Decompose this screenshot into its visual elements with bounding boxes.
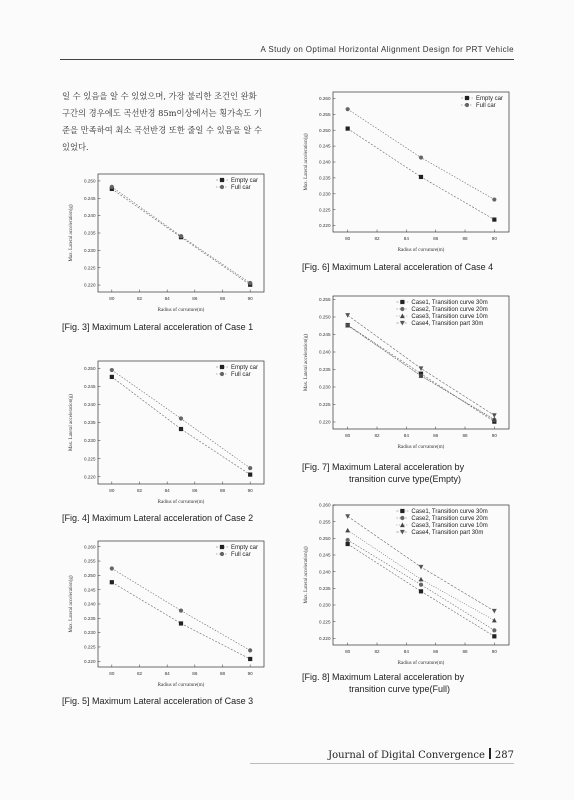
data-point <box>179 621 183 625</box>
data-point <box>346 538 350 542</box>
legend-entry: Case2, Transition curve 20m <box>411 307 488 313</box>
data-point <box>419 577 424 582</box>
y-tick-label: 0.250 <box>319 127 331 133</box>
legend-marker <box>220 545 224 549</box>
x-tick-label: 82 <box>374 649 380 654</box>
figure-7 <box>297 290 517 455</box>
y-tick-label: 0.240 <box>319 569 331 575</box>
legend-marker <box>220 365 224 369</box>
y-tick-label: 0.225 <box>84 265 96 271</box>
data-point <box>345 528 350 533</box>
y-tick-label: 0.235 <box>84 230 96 236</box>
plot-frame <box>98 541 264 667</box>
data-point <box>492 634 496 638</box>
y-axis-label: Max. Lateral acceleration(g) <box>304 133 309 191</box>
y-tick-label: 0.220 <box>84 474 96 480</box>
x-axis-label: Radius of curvature(m) <box>157 683 205 688</box>
x-tick-label: 84 <box>164 296 170 301</box>
series-line <box>348 315 495 415</box>
x-tick-label: 90 <box>491 649 497 654</box>
x-tick-label: 86 <box>433 649 439 654</box>
series-2 <box>110 368 253 470</box>
y-tick-label: 0.230 <box>319 384 331 390</box>
series-4 <box>345 313 496 418</box>
x-tick-label: 90 <box>247 671 253 676</box>
series-line <box>112 377 250 475</box>
data-point <box>419 565 424 570</box>
y-tick-label: 0.235 <box>319 585 331 591</box>
y-tick-label: 0.250 <box>84 365 96 371</box>
legend-entry: Full car <box>231 372 251 378</box>
y-tick-label: 0.240 <box>319 159 331 165</box>
plot-frame <box>98 174 264 292</box>
y-tick-label: 0.225 <box>319 619 331 625</box>
header-rule <box>60 59 514 60</box>
data-point <box>346 126 350 130</box>
figure-5 <box>62 535 272 693</box>
x-tick-label: 84 <box>403 649 409 654</box>
page-footer <box>328 748 514 761</box>
y-tick-label: 0.220 <box>319 223 331 229</box>
x-tick-label: 88 <box>462 236 468 241</box>
x-axis-label: Radius of curvature(m) <box>397 445 445 450</box>
figure-5-caption: [Fig. 5] Maximum Lateral acceleration of Case 3 <box>62 696 254 706</box>
x-tick-label: 88 <box>219 296 226 301</box>
y-tick-label: 0.245 <box>319 143 331 149</box>
y-tick-label: 0.250 <box>319 535 331 541</box>
series-1 <box>346 126 497 221</box>
running-header: A Study on Optimal Horizontal Alignment Design for PRT Vehicle <box>260 45 514 54</box>
data-point <box>248 466 252 470</box>
figure-6 <box>297 86 517 258</box>
x-tick-label: 80 <box>109 488 115 493</box>
y-tick-label: 0.235 <box>319 175 331 181</box>
x-tick-label: 84 <box>164 488 170 493</box>
y-tick-label: 0.230 <box>84 630 96 636</box>
data-point <box>492 609 497 614</box>
body-line: 준을 만족하여 최소 곡선반경 또한 줄일 수 있음을 알 수 <box>62 125 263 135</box>
data-point <box>345 514 350 519</box>
x-tick-label: 88 <box>219 671 226 676</box>
plot-frame <box>98 361 264 484</box>
y-tick-label: 0.230 <box>84 438 96 444</box>
series-1 <box>110 580 253 661</box>
data-point <box>492 197 496 201</box>
series-line <box>112 582 250 659</box>
legend-entry: Case1, Transition curve 30m <box>411 509 488 515</box>
chart-fig6 <box>297 86 517 258</box>
y-tick-label: 0.220 <box>319 635 331 641</box>
x-tick-label: 82 <box>374 433 380 438</box>
caption-line: [Fig. 7] Maximum Lateral acceleration by <box>302 462 465 472</box>
x-tick-label: 90 <box>247 488 253 493</box>
y-tick-label: 0.235 <box>319 367 331 373</box>
data-point <box>345 313 350 318</box>
figure-8 <box>297 499 517 671</box>
y-tick-label: 0.250 <box>84 572 96 578</box>
data-point <box>179 416 183 420</box>
y-tick-label: 0.220 <box>319 419 331 425</box>
y-tick-label: 0.220 <box>84 658 96 664</box>
y-tick-label: 0.225 <box>84 456 96 462</box>
legend-marker <box>400 307 404 311</box>
y-tick-label: 0.225 <box>84 644 96 650</box>
data-point <box>248 657 252 661</box>
legend-entry: Empty car <box>476 96 504 102</box>
series-2 <box>110 185 253 285</box>
data-point <box>248 472 252 476</box>
x-tick-label: 82 <box>374 236 380 241</box>
caption-line: transition curve type(Full) <box>349 684 451 694</box>
series-2 <box>110 566 253 652</box>
y-tick-label: 0.255 <box>319 111 331 117</box>
x-tick-label: 86 <box>433 236 439 241</box>
data-point <box>110 368 114 372</box>
series-line <box>348 109 495 199</box>
x-axis-label: Radius of curvature(m) <box>397 248 445 253</box>
data-point <box>492 628 496 632</box>
data-point <box>492 413 497 418</box>
x-tick-label: 88 <box>462 649 468 654</box>
y-tick-label: 0.255 <box>319 519 331 525</box>
data-point <box>110 580 114 584</box>
x-tick-label: 80 <box>345 433 351 438</box>
data-point <box>492 217 496 221</box>
legend-marker <box>465 103 469 107</box>
y-tick-label: 0.245 <box>84 587 96 593</box>
y-tick-label: 0.240 <box>319 349 331 355</box>
series-3 <box>345 528 496 623</box>
data-point <box>419 366 424 371</box>
x-tick-label: 80 <box>109 296 115 301</box>
data-point <box>492 618 497 623</box>
series-line <box>348 129 495 220</box>
body-line: 구간의 경우에도 곡선반경 85m이상에서는 횡가속도 기 <box>62 108 262 118</box>
y-tick-label: 0.235 <box>84 420 96 426</box>
x-tick-label: 90 <box>491 236 497 241</box>
legend-entry: Case2, Transition curve 20m <box>411 516 488 522</box>
page-number: 287 <box>494 750 514 761</box>
y-axis-label: Max. Lateral acceleration(g) <box>69 393 74 452</box>
x-tick-label: 84 <box>403 433 409 438</box>
y-tick-label: 0.250 <box>319 314 331 320</box>
x-tick-label: 80 <box>109 671 115 676</box>
y-tick-label: 0.235 <box>84 615 96 621</box>
footer-rule <box>250 763 514 764</box>
legend-entry: Case3, Transition curve 10m <box>411 523 488 529</box>
data-point <box>419 155 423 159</box>
x-tick-label: 88 <box>219 488 226 493</box>
figure-7-caption <box>302 461 464 485</box>
legend-marker <box>400 516 404 520</box>
y-tick-label: 0.230 <box>84 247 96 253</box>
figure-3 <box>62 168 272 318</box>
figure-8-caption <box>302 671 464 695</box>
x-axis-label: Radius of curvature(m) <box>157 500 205 505</box>
legend-marker <box>220 178 224 182</box>
y-tick-label: 0.240 <box>84 601 96 607</box>
y-tick-label: 0.255 <box>319 297 331 303</box>
caption-line: [Fig. 8] Maximum Lateral acceleration by <box>302 672 465 682</box>
data-point <box>179 608 183 612</box>
x-tick-label: 90 <box>491 433 497 438</box>
legend-marker <box>400 509 404 513</box>
y-tick-label: 0.260 <box>84 544 96 550</box>
chart-fig5 <box>62 535 272 693</box>
x-axis-label: Radius of curvature(m) <box>397 661 445 666</box>
chart-fig4 <box>62 355 272 510</box>
series-2 <box>346 107 497 202</box>
y-tick-label: 0.240 <box>84 213 96 219</box>
legend-entry: Empty car <box>231 545 259 551</box>
data-point <box>248 281 252 285</box>
x-tick-label: 80 <box>345 236 351 241</box>
legend-entry: Full car <box>231 552 251 558</box>
journal-name: Journal of Digital Convergence <box>328 750 485 761</box>
data-point <box>419 583 423 587</box>
legend-entry: Full car <box>231 185 251 191</box>
x-tick-label: 82 <box>136 488 143 493</box>
data-point <box>110 375 114 379</box>
y-tick-label: 0.245 <box>319 552 331 558</box>
x-tick-label: 88 <box>462 433 468 438</box>
y-axis-label: Max. Lateral acceleration(g) <box>69 204 74 262</box>
series-1 <box>346 542 497 639</box>
caption-line: transition curve type(Empty) <box>349 474 462 484</box>
y-tick-label: 0.225 <box>319 207 331 213</box>
body-paragraph <box>62 88 287 156</box>
data-point <box>179 427 183 431</box>
y-tick-label: 0.230 <box>319 191 331 197</box>
x-tick-label: 84 <box>403 236 409 241</box>
y-tick-label: 0.225 <box>319 402 331 408</box>
series-1 <box>110 375 253 477</box>
legend-entry: Case1, Transition curve 30m <box>411 300 488 306</box>
y-axis-label: Max. Lateral acceleration(g) <box>304 333 309 392</box>
x-tick-label: 86 <box>192 296 198 301</box>
y-tick-label: 0.240 <box>84 402 96 408</box>
figure-6-caption: [Fig. 6] Maximum Lateral acceleration of Case 4 <box>302 262 494 272</box>
y-axis-label: Max. Lateral acceleration(g) <box>69 575 74 633</box>
legend-entry: Case4, Transition part 30m <box>411 530 484 536</box>
x-tick-label: 86 <box>192 488 198 493</box>
legend-entry: Empty car <box>231 365 259 371</box>
figure-3-caption: [Fig. 3] Maximum Lateral acceleration of Case 1 <box>62 322 254 332</box>
x-tick-label: 82 <box>136 296 143 301</box>
footer-divider <box>489 748 491 759</box>
legend-marker <box>220 552 224 556</box>
series-line <box>348 530 495 620</box>
y-tick-label: 0.245 <box>319 332 331 338</box>
data-point <box>110 566 114 570</box>
figure-4 <box>62 355 272 510</box>
x-tick-label: 86 <box>192 671 198 676</box>
body-line: 일 수 있음을 알 수 있었으며, 가장 불리한 조건인 완화 <box>62 91 257 101</box>
chart-fig3 <box>62 168 272 318</box>
data-point <box>179 234 183 238</box>
y-tick-label: 0.260 <box>319 95 331 101</box>
y-tick-label: 0.245 <box>84 383 96 389</box>
data-point <box>346 542 350 546</box>
x-tick-label: 90 <box>247 296 253 301</box>
data-point <box>419 175 423 179</box>
x-tick-label: 84 <box>164 671 170 676</box>
x-axis-label: Radius of curvature(m) <box>157 308 205 313</box>
y-tick-label: 0.230 <box>319 602 331 608</box>
x-tick-label: 82 <box>136 671 143 676</box>
legend-entry: Full car <box>476 103 496 109</box>
chart-fig8 <box>297 499 517 671</box>
y-tick-label: 0.245 <box>84 195 96 201</box>
series-2 <box>346 538 497 633</box>
legend-entry: Case4, Transition part 30m <box>411 321 484 327</box>
legend-marker <box>220 185 224 189</box>
figure-4-caption: [Fig. 4] Maximum Lateral acceleration of Case 2 <box>62 513 254 523</box>
body-line: 있었다. <box>62 142 89 152</box>
data-point <box>248 648 252 652</box>
chart-fig7 <box>297 290 517 455</box>
y-tick-label: 0.255 <box>84 558 96 564</box>
data-point <box>110 185 114 189</box>
legend-marker <box>465 96 469 100</box>
x-tick-label: 86 <box>433 433 439 438</box>
legend-entry: Case3, Transition curve 10m <box>411 314 488 320</box>
y-axis-label: Max. Lateral acceleration(g) <box>304 546 309 604</box>
y-tick-label: 0.260 <box>319 502 331 508</box>
x-tick-label: 80 <box>345 649 351 654</box>
plot-frame <box>333 92 509 232</box>
data-point <box>419 589 423 593</box>
legend-marker <box>220 372 224 376</box>
y-tick-label: 0.250 <box>84 178 96 184</box>
legend-marker <box>400 300 404 304</box>
data-point <box>346 107 350 111</box>
y-tick-label: 0.220 <box>84 282 96 288</box>
legend-entry: Empty car <box>231 178 259 184</box>
